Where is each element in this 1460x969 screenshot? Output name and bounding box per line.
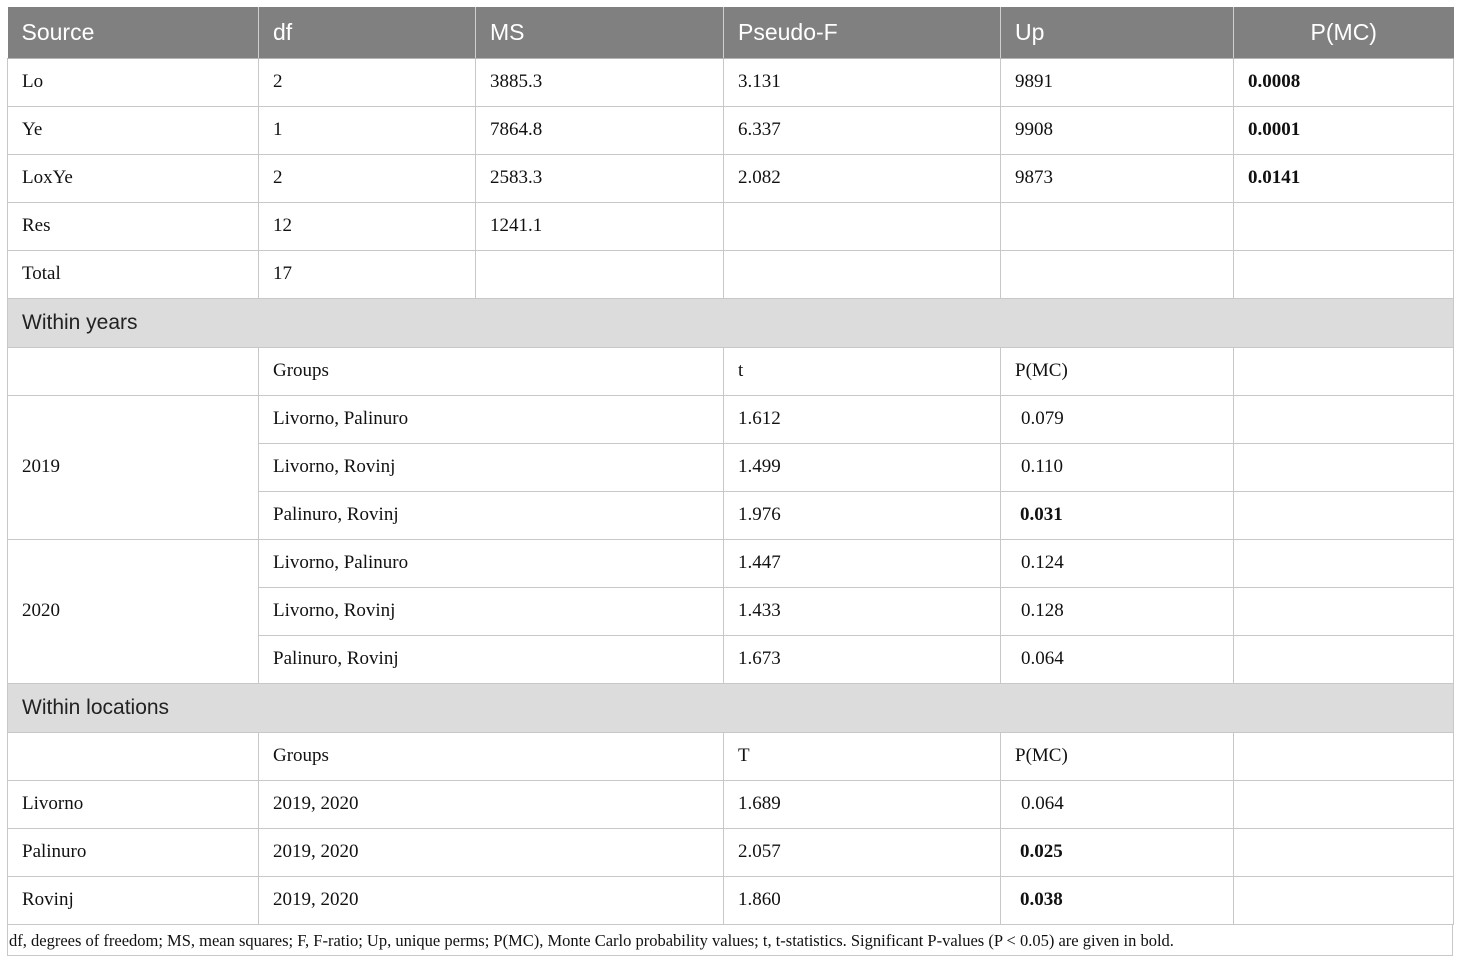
cell-source: Res xyxy=(8,202,259,250)
year-label: 2020 xyxy=(8,539,259,683)
cell-empty xyxy=(1234,587,1454,635)
cell-pseudo-f: 2.082 xyxy=(724,154,1001,202)
cell-empty xyxy=(1234,347,1454,395)
cell-empty xyxy=(1234,635,1454,683)
permanova-table xyxy=(7,7,1454,925)
cell-empty xyxy=(1234,780,1454,828)
cell-up xyxy=(1001,202,1234,250)
cell-pmc: 0.0141 xyxy=(1234,154,1454,202)
cell-t: 1.433 xyxy=(724,587,1001,635)
cell-df: 1 xyxy=(259,106,476,154)
cell-empty xyxy=(1234,491,1454,539)
table-row xyxy=(8,780,1454,828)
sub-header-pmc: P(MC) xyxy=(1001,732,1234,780)
table-row xyxy=(8,876,1454,924)
cell-pmc: 0.079 xyxy=(1001,395,1234,443)
table-row xyxy=(8,539,1454,587)
cell-pmc: 0.025 xyxy=(1001,828,1234,876)
sub-header-pmc: P(MC) xyxy=(1001,347,1234,395)
cell-t: 1.447 xyxy=(724,539,1001,587)
cell-empty xyxy=(1234,395,1454,443)
sub-header-groups: Groups xyxy=(259,732,724,780)
cell-pmc: 0.128 xyxy=(1001,587,1234,635)
sub-header-t: T xyxy=(724,732,1001,780)
cell-pmc: 0.124 xyxy=(1001,539,1234,587)
cell-pmc: 0.064 xyxy=(1001,635,1234,683)
cell-up: 9891 xyxy=(1001,58,1234,106)
location-label: Livorno xyxy=(8,780,259,828)
cell-groups: 2019, 2020 xyxy=(259,780,724,828)
cell-groups: Livorno, Palinuro xyxy=(259,539,724,587)
year-label: 2019 xyxy=(8,395,259,539)
cell-df: 2 xyxy=(259,58,476,106)
cell-empty xyxy=(1234,539,1454,587)
cell-pseudo-f xyxy=(724,202,1001,250)
cell-df: 12 xyxy=(259,202,476,250)
cell-t: 1.860 xyxy=(724,876,1001,924)
cell-ms xyxy=(476,250,724,298)
header-up: Up xyxy=(1001,7,1234,58)
section-title: Within years xyxy=(8,298,1454,347)
cell-t: 1.689 xyxy=(724,780,1001,828)
cell-pmc: 0.0008 xyxy=(1234,58,1454,106)
sub-header-groups: Groups xyxy=(259,347,724,395)
header-ms: MS xyxy=(476,7,724,58)
section-title: Within locations xyxy=(8,683,1454,732)
table-row xyxy=(8,106,1454,154)
cell-groups: Livorno, Rovinj xyxy=(259,443,724,491)
cell-pmc: 0.031 xyxy=(1001,491,1234,539)
cell-ms: 1241.1 xyxy=(476,202,724,250)
table-row xyxy=(8,250,1454,298)
cell-empty xyxy=(8,347,259,395)
cell-groups: Palinuro, Rovinj xyxy=(259,491,724,539)
cell-df: 17 xyxy=(259,250,476,298)
cell-df: 2 xyxy=(259,154,476,202)
cell-empty xyxy=(1234,828,1454,876)
table-row xyxy=(8,395,1454,443)
cell-empty xyxy=(1234,732,1454,780)
cell-source: Total xyxy=(8,250,259,298)
section-row-within-locations xyxy=(8,683,1454,732)
table-footnote: df, degrees of freedom; MS, mean squares; F, F-ratio; Up, unique perms; P(MC), Monte Carlo probability values; t, t-statistics. Significant P-values (P < 0.05) are given in bold. xyxy=(7,925,1453,956)
location-label: Rovinj xyxy=(8,876,259,924)
cell-pmc xyxy=(1234,250,1454,298)
sub-header-t: t xyxy=(724,347,1001,395)
header-source: Source xyxy=(8,7,259,58)
cell-pseudo-f xyxy=(724,250,1001,298)
cell-pmc: 0.064 xyxy=(1001,780,1234,828)
sub-header-row xyxy=(8,732,1454,780)
cell-t: 1.612 xyxy=(724,395,1001,443)
cell-t: 1.976 xyxy=(724,491,1001,539)
cell-source: Lo xyxy=(8,58,259,106)
cell-pmc xyxy=(1234,202,1454,250)
cell-up: 9873 xyxy=(1001,154,1234,202)
header-row xyxy=(8,7,1454,58)
header-pseudo-f: Pseudo-F xyxy=(724,7,1001,58)
cell-groups: Livorno, Palinuro xyxy=(259,395,724,443)
cell-pmc: 0.0001 xyxy=(1234,106,1454,154)
cell-empty xyxy=(1234,443,1454,491)
cell-up: 9908 xyxy=(1001,106,1234,154)
cell-t: 2.057 xyxy=(724,828,1001,876)
header-df: df xyxy=(259,7,476,58)
cell-source: LoxYe xyxy=(8,154,259,202)
cell-ms: 7864.8 xyxy=(476,106,724,154)
sub-header-row xyxy=(8,347,1454,395)
cell-pseudo-f: 3.131 xyxy=(724,58,1001,106)
cell-t: 1.673 xyxy=(724,635,1001,683)
cell-groups: Livorno, Rovinj xyxy=(259,587,724,635)
table-row xyxy=(8,154,1454,202)
cell-t: 1.499 xyxy=(724,443,1001,491)
cell-groups: 2019, 2020 xyxy=(259,876,724,924)
cell-up xyxy=(1001,250,1234,298)
cell-pmc: 0.038 xyxy=(1001,876,1234,924)
cell-pmc: 0.110 xyxy=(1001,443,1234,491)
table-row xyxy=(8,828,1454,876)
location-label: Palinuro xyxy=(8,828,259,876)
cell-source: Ye xyxy=(8,106,259,154)
cell-empty xyxy=(1234,876,1454,924)
cell-ms: 3885.3 xyxy=(476,58,724,106)
cell-groups: 2019, 2020 xyxy=(259,828,724,876)
table-row xyxy=(8,202,1454,250)
header-pmc: P(MC) xyxy=(1234,7,1454,58)
stats-table-container xyxy=(7,7,1453,956)
section-row-within-years xyxy=(8,298,1454,347)
cell-ms: 2583.3 xyxy=(476,154,724,202)
table-row xyxy=(8,58,1454,106)
cell-groups: Palinuro, Rovinj xyxy=(259,635,724,683)
cell-pseudo-f: 6.337 xyxy=(724,106,1001,154)
cell-empty xyxy=(8,732,259,780)
